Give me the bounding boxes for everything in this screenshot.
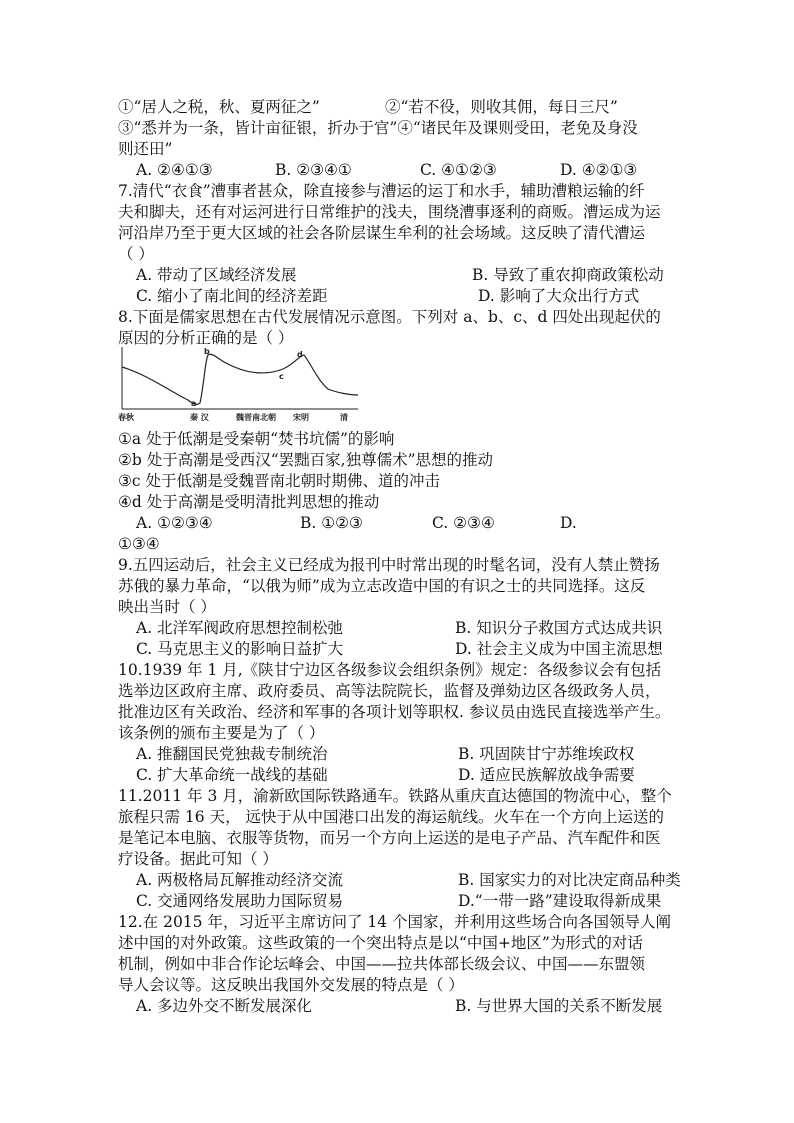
point-label-d: d: [297, 350, 303, 359]
q7-stem-line: 夫和脚夫，还有对运河进行日常维护的浅夫，围绕漕事逐利的商贩。漕运成为运: [118, 203, 661, 221]
q6-option-c: C. ④①②③: [420, 161, 497, 179]
q9-option-c: C. 马克思主义的影响日益扩大: [136, 640, 344, 658]
q10-option-c: C. 扩大革命统一战线的基础: [136, 766, 328, 784]
q10-stem-line: 该条例的颁布主要是为了（ ）: [118, 724, 325, 742]
q6-option-a: A. ②④①③: [136, 161, 213, 179]
diagram-svg: [118, 345, 360, 423]
period-label: 魏晋南北朝: [236, 413, 276, 422]
q8-option-d-cont: ①③④: [118, 535, 160, 553]
q10-stem-line: 批准边区有关政治、经济和军事的各项计划等职权. 参议员由选民直接选举产生。: [118, 703, 671, 721]
q11-stem-line: 是笔记本电脑、衣服等货物，而另一个方向上运送的是电子产品、汽车配件和医: [118, 829, 661, 847]
q9-option-b: B. 知识分子救国方式达成共识: [455, 619, 663, 637]
period-label: 秦 汉: [190, 413, 209, 422]
confucianism-development-diagram: [118, 345, 360, 423]
q12-stem-line: 12.在 2015 年，习近平主席访问了 14 个国家，并利用这些场合向各国领导人阐: [118, 913, 672, 931]
q7-answer-blank: （ ）: [118, 245, 154, 263]
q9-stem-line: 苏俄的暴力革命，“以俄为师”成为立志改造中国的有识之士的共同选择。这反: [118, 577, 646, 595]
period-label: 春秋: [118, 413, 134, 422]
q7-option-d: D. 影响了大众出行方式: [478, 287, 640, 305]
q12-stem-line: 机制，例如中非合作论坛峰会、中国——拉共体部长级会议、中国——东盟领: [118, 955, 646, 973]
q6-statement-cont: 则还田”: [118, 140, 173, 158]
q8-option-d: D.: [560, 514, 577, 532]
q6-option-b: B. ②③④①: [275, 161, 352, 179]
q8-statement: ③c 处于低潮是受魏晋南北朝时期佛、道的冲击: [118, 472, 441, 490]
q10-stem-line: 选举边区政府主席、政府委员、高等法院院长，监督及弹劾边区各级政务人员，: [118, 682, 661, 700]
q11-stem-line: 疗设备。据此可知（ ）: [118, 850, 278, 868]
q11-stem-line: 旅程只需 16 天， 远快于从中国港口出发的海运航线。火车在一个方向上运送的: [118, 808, 665, 826]
point-label-b: b: [204, 347, 210, 356]
q7-option-b: B. 导致了重农抑商政策松动: [472, 266, 664, 284]
q6-statement-2: ②“若不役，则收其佣，每日三尺”: [385, 98, 618, 116]
q9-stem-line: 映出当时（ ）: [118, 598, 216, 616]
q6-option-d: D. ④②①③: [560, 161, 638, 179]
q8-statement: ①a 处于低潮是受秦朝“焚书坑儒”的影响: [118, 430, 395, 448]
diagram-curve: [122, 354, 358, 404]
q11-option-d: D.“一带一路”建设取得新成果: [458, 892, 662, 910]
q9-option-d: D. 社会主义成为中国主流思想: [455, 640, 663, 658]
q8-option-b: B. ①②③: [300, 514, 363, 532]
q12-stem-line: 述中国的对外政策。这些政策的一个突出特点是以“中国+地区”为形式的对话: [118, 934, 643, 952]
point-label-a: a: [191, 399, 197, 408]
q8-statement: ④d 处于高潮是受明清批判思想的推动: [118, 493, 380, 511]
q8-stem-line: 8.下面是儒家思想在古代发展情况示意图。下列对 a、b、c、d 四处出现起伏的: [118, 308, 661, 326]
q7-stem-line: 7.清代“衣食”漕事者甚众，除直接参与漕运的运丁和水手，辅助漕粮运输的纤: [118, 182, 645, 200]
period-label: 宋明: [293, 413, 309, 422]
q9-stem-line: 9.五四运动后，社会主义已经成为报刊中时常出现的时髦名词，没有人禁止赞扬: [118, 556, 660, 574]
point-label-c: c: [279, 372, 284, 381]
q11-option-c: C. 交通网络发展助力国际贸易: [136, 892, 344, 910]
period-label: 清: [340, 413, 348, 422]
q8-statement: ②b 处于高潮是受西汉“罢黜百家,独尊儒术”思想的推动: [118, 451, 494, 469]
q11-stem-line: 11.2011 年 3 月，渝新欧国际铁路通车。铁路从重庆直达德国的物流中心，整个: [118, 787, 672, 805]
q10-option-d: D. 适应民族解放战争需要: [458, 766, 635, 784]
q9-option-a: A. 北洋军阀政府思想控制松弛: [136, 619, 344, 637]
q8-option-a: A. ①②③④: [136, 514, 213, 532]
q6-statement-3-4: ③“悉并为一条，皆计亩征银，折办于官”④“诸民年及课则受田，老免及身没: [118, 119, 638, 137]
q7-option-c: C. 缩小了南北间的经济差距: [136, 287, 328, 305]
q10-option-a: A. 推翻国民党独裁专制统治: [136, 745, 328, 763]
q12-option-b: B. 与世界大国的关系不断发展: [455, 997, 663, 1015]
q7-option-a: A. 带动了区域经济发展: [136, 266, 297, 284]
q10-stem-line: 10.1939 年 1 月,《陕甘宁边区各级参议会组织条例》规定：各级参议会有包括: [118, 661, 662, 679]
q8-option-c: C. ②③④: [432, 514, 495, 532]
q11-option-a: A. 两极格局瓦解推动经济交流: [136, 871, 344, 889]
q10-option-b: B. 巩固陕甘宁苏维埃政权: [458, 745, 635, 763]
q12-option-a: A. 多边外交不断发展深化: [136, 997, 313, 1015]
q8-stem-line: 原因的分析正确的是（ ）: [118, 329, 294, 347]
q11-option-b: B. 国家实力的对比决定商品种类: [458, 871, 681, 889]
q7-stem-line: 河沿岸乃至于更大区域的社会各阶层谋生牟利的社会场域。这反映了清代漕运: [118, 224, 646, 242]
q6-statement-1: ①“居人之税，秋、夏两征之”: [118, 98, 320, 116]
q12-stem-line: 导人会议等。这反映出我国外交发展的特点是（ ）: [118, 976, 464, 994]
